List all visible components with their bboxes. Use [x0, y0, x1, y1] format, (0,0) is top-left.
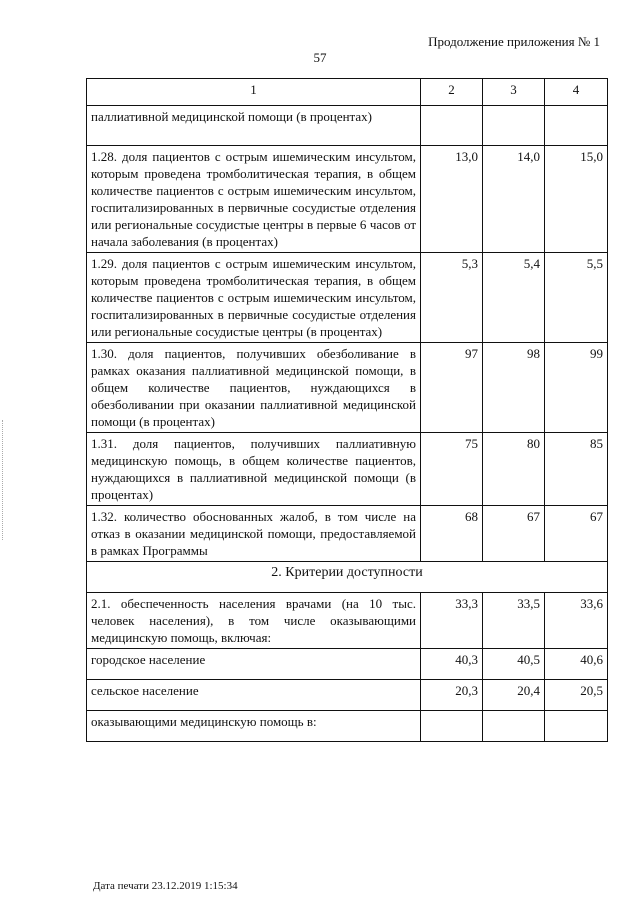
value-cell: 13,0 — [421, 146, 483, 253]
value-cell: 5,3 — [421, 253, 483, 343]
value-cell: 20,3 — [421, 680, 483, 711]
column-header: 4 — [545, 79, 608, 106]
row-label: 1.28. доля пациентов с острым ишемическим инсультом, которым проведена тромболитическая терапия, в общем количестве пациентов с острым ишемическим инсультом, госпитализированных в первичные сосудистые отделения или региональные сосудистые центры в первые 6 часов от начала заболевания (в процентах) — [87, 146, 421, 253]
row-label: оказывающими медицинскую помощь в: — [87, 711, 421, 742]
row-label: 1.29. доля пациентов с острым ишемическим инсультом, которым проведена тромболитическая терапия, в общем количестве пациентов с острым ишемическим инсультом, госпитализированных в первичные сосудистые отделения или региональные сосудистые центры (в процентах) — [87, 253, 421, 343]
table-row — [87, 506, 608, 562]
value-cell: 68 — [421, 506, 483, 562]
value-cell: 98 — [483, 343, 545, 433]
value-cell: 99 — [545, 343, 608, 433]
value-cell: 33,6 — [545, 593, 608, 649]
value-cell: 5,4 — [483, 253, 545, 343]
value-cell — [421, 106, 483, 146]
value-cell — [483, 106, 545, 146]
value-cell: 33,3 — [421, 593, 483, 649]
value-cell: 67 — [483, 506, 545, 562]
table-row — [87, 253, 608, 343]
table-row — [87, 649, 608, 680]
value-cell: 40,6 — [545, 649, 608, 680]
value-cell: 40,5 — [483, 649, 545, 680]
row-label: паллиативной медицинской помощи (в процентах) — [87, 106, 421, 146]
column-header: 1 — [87, 79, 421, 106]
value-cell: 67 — [545, 506, 608, 562]
row-label: 2.1. обеспеченность населения врачами (на 10 тыс. человек населения), в том числе оказывающими медицинскую помощь, включая: — [87, 593, 421, 649]
value-cell: 97 — [421, 343, 483, 433]
section-row — [87, 562, 608, 593]
value-cell: 14,0 — [483, 146, 545, 253]
row-label: 1.31. доля пациентов, получивших паллиативную медицинскую помощь, в общем количестве пациентов, нуждающихся в паллиативной медицинской помощи (в процентах) — [87, 433, 421, 506]
row-label: городское население — [87, 649, 421, 680]
criteria-table — [86, 78, 608, 742]
table-row — [87, 711, 608, 742]
value-cell — [545, 106, 608, 146]
table-header-row — [87, 79, 608, 106]
margin-scan-mark — [2, 420, 9, 540]
row-label: 1.32. количество обоснованных жалоб, в том числе на отказ в оказании медицинской помощи, предоставляемой в рамках Программы — [87, 506, 421, 562]
column-header: 3 — [483, 79, 545, 106]
value-cell: 5,5 — [545, 253, 608, 343]
page-number: 57 — [313, 50, 327, 65]
appendix-continuation-title: Продолжение приложения № 1 — [428, 34, 600, 49]
table-row — [87, 106, 608, 146]
value-cell: 75 — [421, 433, 483, 506]
value-cell — [545, 711, 608, 742]
table-row — [87, 146, 608, 253]
value-cell: 40,3 — [421, 649, 483, 680]
value-cell: 20,5 — [545, 680, 608, 711]
value-cell: 80 — [483, 433, 545, 506]
table-row — [87, 593, 608, 649]
value-cell: 15,0 — [545, 146, 608, 253]
table-row — [87, 680, 608, 711]
value-cell — [483, 711, 545, 742]
print-date: Дата печати 23.12.2019 1:15:34 — [93, 880, 238, 892]
section-title: 2. Критерии доступности — [87, 562, 608, 593]
value-cell: 33,5 — [483, 593, 545, 649]
value-cell: 20,4 — [483, 680, 545, 711]
value-cell — [421, 711, 483, 742]
table-row — [87, 433, 608, 506]
column-header: 2 — [421, 79, 483, 106]
row-label: сельское население — [87, 680, 421, 711]
row-label: 1.30. доля пациентов, получивших обезболивание в рамках оказания паллиативной медицинской помощи, в общем количестве пациентов, нуждающихся в обезболивании при оказании паллиативной медицинской помощи (в процентах) — [87, 343, 421, 433]
table-row — [87, 343, 608, 433]
value-cell: 85 — [545, 433, 608, 506]
